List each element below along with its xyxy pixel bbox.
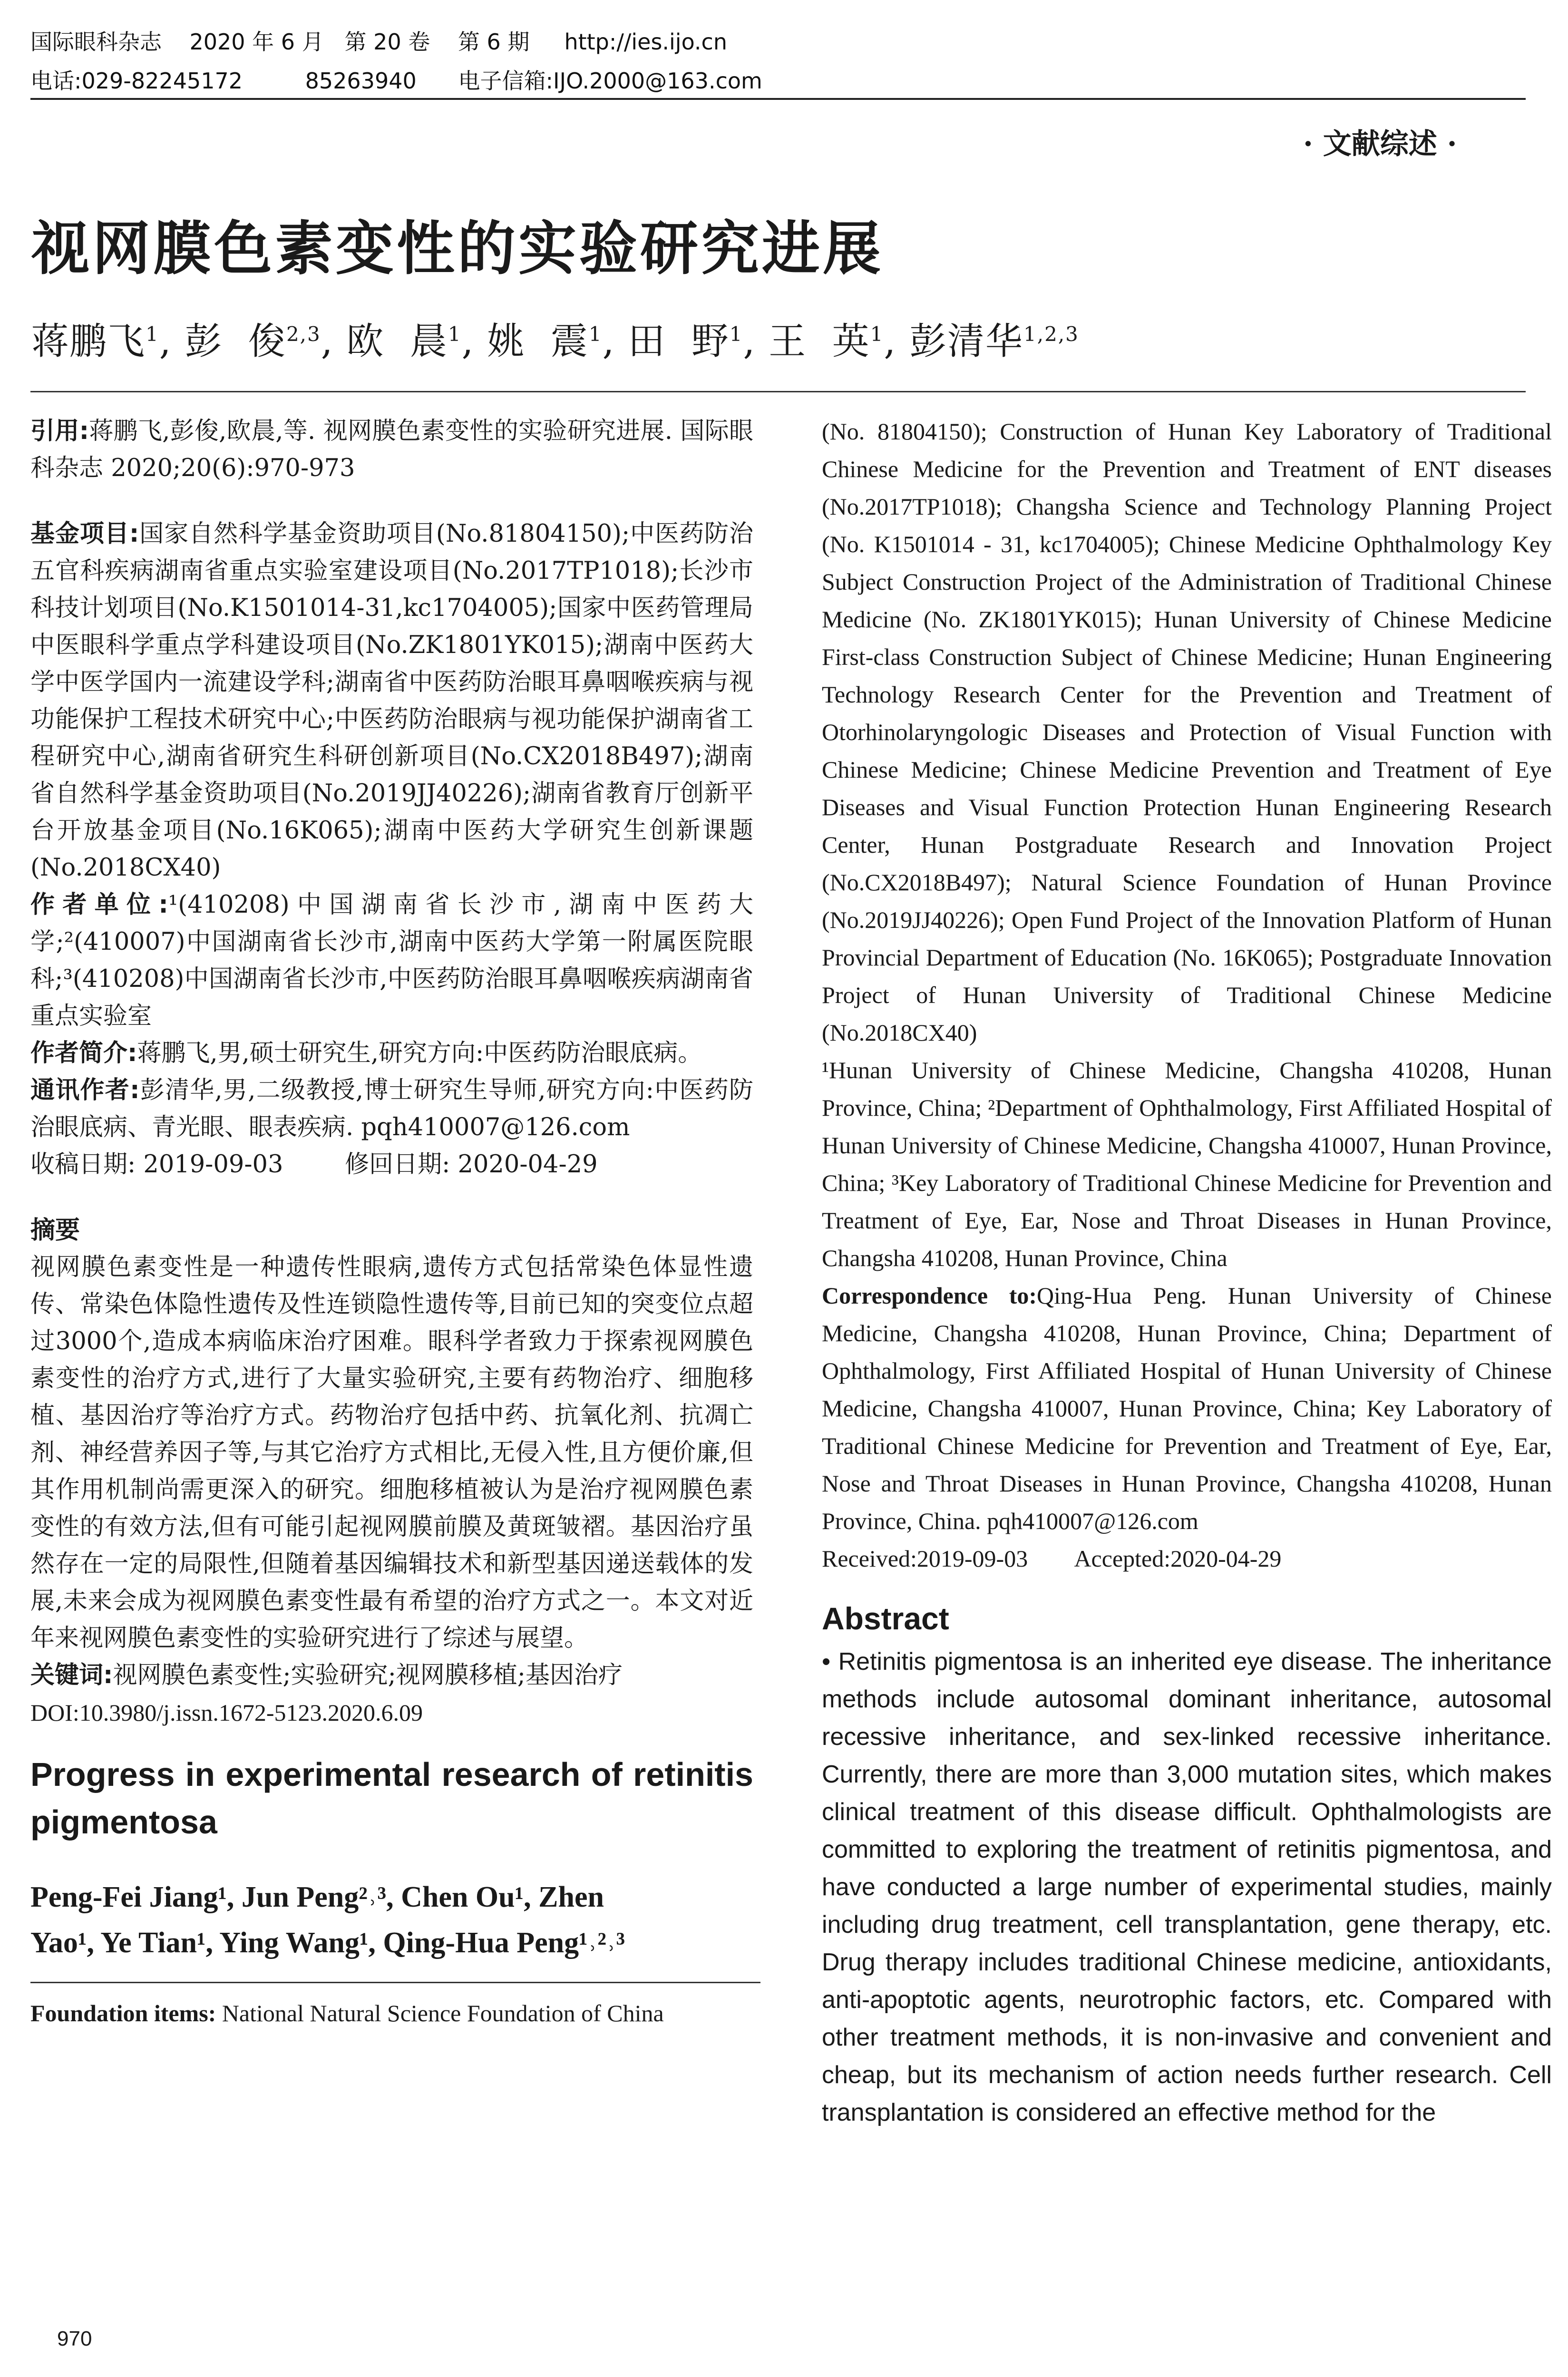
left-column <box>30 413 753 2032</box>
keywords <box>30 1657 753 1694</box>
author-cn: 田 野 <box>628 320 730 363</box>
corr-label: 通讯作者: <box>30 1076 140 1104</box>
foundation-rule <box>30 1982 760 1983</box>
author-cn-affil: 1 <box>146 322 159 346</box>
page-title-cn: 视网膜色素变性的实验研究进展 <box>31 215 884 283</box>
author-cn: 欧 晨 <box>346 320 448 363</box>
citation-label: 引用: <box>30 417 89 445</box>
author-cn-affil: 2,3 <box>286 322 321 346</box>
author-cn-affil: 1,2,3 <box>1023 322 1079 346</box>
author-cn: 王 英 <box>769 320 870 363</box>
author-cn-affil: 1 <box>870 322 884 346</box>
abstract-heading-cn: 摘要 <box>30 1216 80 1245</box>
citation <box>30 413 753 487</box>
foundation-en-label: Foundation items: <box>30 2000 216 2026</box>
foundation-text: 国家自然科学基金资助项目(No.81804150);中医药防治五官科疾病湖南省重点实验室建设项目(No.2017TP1018);长沙市科技计划项目(No.K1501014-31,kc1704005);国家中医药管理局中医眼科学重点学科建设项目(No.ZK1801YK015);湖南中医药大学中医学国内一流建设学科;湖南省中医药防治眼耳鼻咽喉疾病与视功能保护工程技术研究中心;中医药防治眼病与视功能保护湖南省工程研究中心,湖南省研究生科研创新项目(No.CX2018B497);湖南省自然科学基金资助项目(No.2019JJ40226);湖南省教育厅创新平台开放基金项目(No.16K065);湖南中医药大学研究生创新课题(No.2018CX40) <box>30 520 753 882</box>
foundation-en-text: National Natural Science Foundation of China <box>222 2000 664 2026</box>
section-tag: · 文献综述 · <box>1303 127 1457 161</box>
right-column <box>822 413 1552 2132</box>
abstract-cn: 视网膜色素变性是一种遗传性眼病,遗传方式包括常染色体显性遗传、常染色体隐性遗传及性连锁隐性遗传等,目前已知的突变位点超过3000个,造成本病临床治疗困难。眼科学者致力于探索视网膜色素变性的治疗方式,进行了大量实验研究,主要有药物治疗、细胞移植、基因治疗等治疗方式。药物治疗包括中药、抗氧化剂、抗凋亡剂、神经营养因子等,与其它治疗方式相比,无侵入性,且方便价廉,但其作用机制尚需更深入的研究。细胞移植被认为是治疗视网膜色素变性的有效方法,但有可能引起视网膜前膜及黄斑皱褶。基因治疗虽然存在一定的局限性,但随着基因编辑技术和新型基因递送载体的发展,未来会成为视网膜色素变性最有希望的治疗方式之一。本文对近年来视网膜色素变性的实验研究进行了综述与展望。 <box>30 1253 753 1652</box>
doi: DOI:10.3980/j.issn.1672-5123.2020.6.09 <box>30 1699 423 1726</box>
foundation-en-start <box>30 1995 753 2032</box>
affiliations-en: ¹Hunan University of Chinese Medicine, Changsha 410208, Hunan Province, China; ²Department of Ophthalmology, First Affiliated Hospital of Hunan University of Chinese Medicine, Changsha 410007, Hunan Province, China; ³Key Laboratory of Traditional Chinese Medicine for Prevention and Treatment of Eye, Ear, Nose and Throat Diseases in Hunan Province, Changsha 410208, Hunan Province, China <box>822 1057 1552 1271</box>
author-cn: 姚 震 <box>487 320 589 363</box>
dates-cn: 收稿日期: 2019-09-03 修回日期: 2020-04-29 <box>30 1150 598 1179</box>
affiliations-cn <box>30 887 753 1035</box>
title-rule <box>30 391 1526 392</box>
correspondence-en <box>822 1277 1552 1540</box>
bio-label: 作者简介: <box>30 1039 137 1067</box>
author-cn: 彭清华 <box>909 320 1024 363</box>
authors-en-line-1: Peng-Fei Jiang¹, Jun Peng²˒³, Chen Ou¹, Zhen <box>30 1881 604 1913</box>
corr-text: 彭清华,男,二级教授,博士研究生导师,研究方向:中医药防治眼底病、青光眼、眼表疾病. pqh410007@126.com <box>30 1076 753 1141</box>
foundation-cn <box>30 516 753 887</box>
journal-header-line-2: 电话:029-82245172 85263940 电子信箱:IJO.2000@163.com <box>30 68 762 94</box>
authors-cn: 蒋鹏飞$^1$, 彭 俊$^{2,3}$, 欧 晨$^1$, 姚 震$^1$, 田 野$^1$, 王 英$^1$, 彭清华$^{1,2,3}$ <box>31 320 1079 363</box>
authors-en-line-2: Yao¹, Ye Tian¹, Ying Wang¹, Qing-Hua Peng¹˒²˒³ <box>30 1927 625 1959</box>
author-cn: 蒋鹏飞 <box>31 320 146 363</box>
abstract-en: • Retinitis pigmentosa is an inherited eye disease. The inheritance methods include autosomal dominant inheritance, autosomal recessive inheritance, and sex-linked recessive inheritance. Currently, there are more than 3,000 mutation sites, which makes clinical treatment of this disease difficult. Ophthalmologists are committed to exploring the treatment of retinitis pigmentosa, and have conducted a large number of experimental studies, mainly including drug treatment, cell transplantation, gene therapy, etc. Drug therapy includes traditional Chinese medicine, antioxidants, anti-apoptotic agents, neurotrophic factors, etc. Compared with other treatment methods, it is non-invasive and convenient and cheap, but its mechanism of action needs further research. Cell transplantation is considered an effective method for the <box>822 1648 1552 2126</box>
received-accepted: Received:2019-09-03 Accepted:2020-04-29 <box>822 1545 1282 1572</box>
header-rule <box>30 98 1526 100</box>
author-cn: 彭 俊 <box>185 320 286 363</box>
author-bio <box>30 1035 753 1072</box>
author-cn-affil: 1 <box>588 322 603 346</box>
journal-header-line-1: 国际眼科杂志 2020 年 6 月 第 20 卷 第 6 期 http://ies.ijo.cn <box>30 29 727 55</box>
corresponding-author-cn <box>30 1072 753 1146</box>
page-number: 970 <box>57 2327 92 2350</box>
affiliation-label: 作者单位: <box>30 891 168 919</box>
corr-en-text: Qing-Hua Peng. Hunan University of Chinese Medicine, Changsha 410208, Hunan Province, China; Department of Ophthalmology, First Affiliated Hospital of Hunan University of Chinese Medicine, Changsha 410007, Hunan Province, China; Key Laboratory of Traditional Chinese Medicine for Prevention and Treatment of Eye, Ear, Nose and Throat Diseases in Hunan Province, Changsha 410208, Hunan Province, China. pqh410007@126.com <box>822 1282 1552 1534</box>
foundation-label: 基金项目: <box>30 520 139 548</box>
foundation-en-continued: (No. 81804150); Construction of Hunan Key Laboratory of Traditional Chinese Medicine for the Prevention and Treatment of ENT diseases (No.2017TP1018); Changsha Science and Technology Planning Project (No. K1501014 - 31, kc1704005); Chinese Medicine Ophthalmology Key Subject Construction Project of the Administration of Traditional Chinese Medicine (No. ZK1801YK015); Hunan University of Chinese Medicine First-class Construction Subject of Chinese Medicine; Hunan Engineering Technology Research Center for the Prevention and Treatment of Otorhinolaryngologic Diseases and Protection of Visual Function with Chinese Medicine; Chinese Medicine Prevention and Treatment of Eye Diseases and Visual Function Protection Hunan Engineering Research Center, Hunan Postgraduate Research and Innovation Project (No.CX2018B497); Natural Science Foundation of Hunan Province (No.2019JJ40226); Open Fund Project of the Innovation Platform of Hunan Provincial Department of Education (No. 16K065); Postgraduate Innovation Project of Hunan University of Traditional Chinese Medicine (No.2018CX40) <box>822 418 1552 1046</box>
affiliation-text: ¹(410208)中国湖南省长沙市,湖南中医药大学;²(410007)中国湖南省长沙市,湖南中医药大学第一附属医院眼科;³(410208)中国湖南省长沙市,中医药防治眼耳鼻咽喉疾病湖南省重点实验室 <box>30 891 753 1030</box>
abstract-heading-en: Abstract <box>822 1601 949 1636</box>
keywords-label: 关键词: <box>30 1661 113 1689</box>
keywords-text: 视网膜色素变性;实验研究;视网膜移植;基因治疗 <box>113 1661 623 1689</box>
bio-text: 蒋鹏飞,男,硕士研究生,研究方向:中医药防治眼底病。 <box>137 1039 702 1067</box>
title-en: Progress in experimental research of retinitis pigmentosa <box>30 1756 753 1841</box>
author-cn-affil: 1 <box>729 322 743 346</box>
citation-text: 蒋鹏飞,彭俊,欧晨,等. 视网膜色素变性的实验研究进展. 国际眼科杂志 2020;20(6):970-973 <box>30 417 753 482</box>
corr-en-label: Correspondence to: <box>822 1282 1037 1309</box>
author-cn-affil: 1 <box>448 322 462 346</box>
